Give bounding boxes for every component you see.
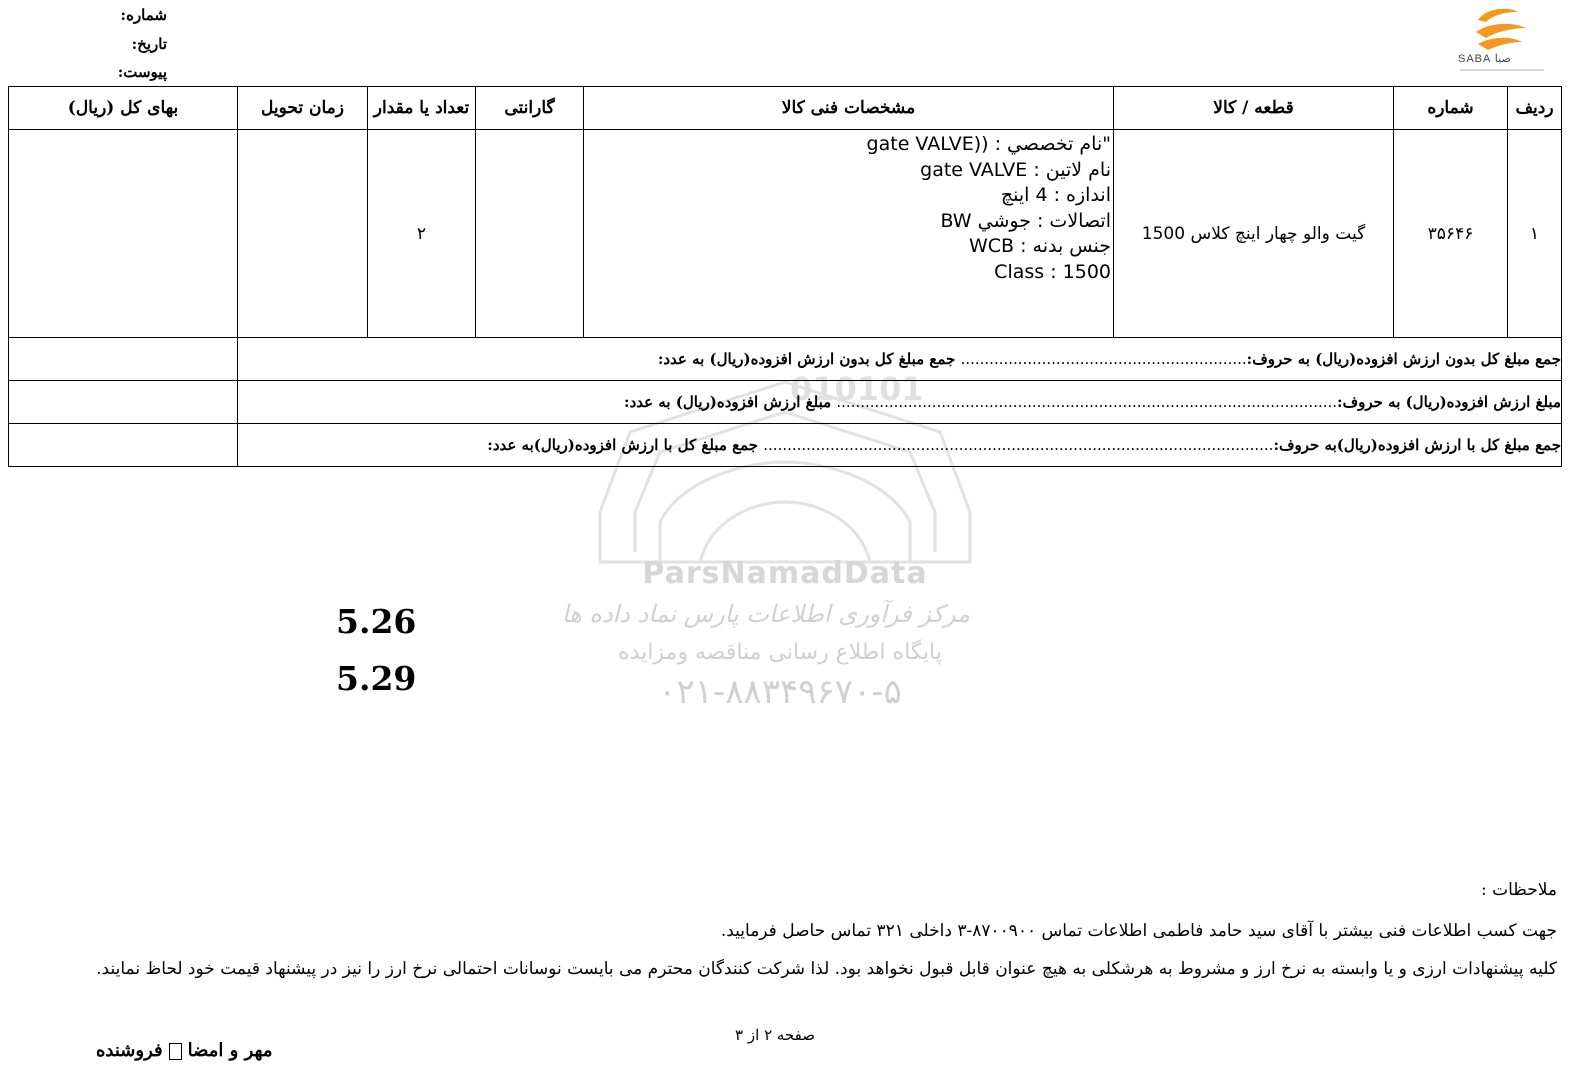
table-header-row	[9, 87, 1562, 130]
page-number: صفحه ۲ از ۳	[735, 1026, 815, 1044]
seller-checkbox[interactable]	[169, 1043, 182, 1060]
summary-labels: مبلغ ارزش افزوده(ریال) به حروف:......................................................................................................... مبلغ ارزش افزوده(ریال) به عدد:	[238, 381, 1562, 424]
table-row	[9, 130, 1562, 338]
number-label: شماره:	[120, 6, 167, 24]
subtotal-number-label: جمع مبلغ کل بدون ارزش افزوده(ریال) به عدد:	[657, 350, 956, 368]
header-delivery: زمان تحویل	[238, 87, 368, 130]
summary-labels: جمع مبلغ کل بدون ارزش افزوده(ریال) به حروف:............................................................ جمع مبلغ کل بدون ارزش افزوده(ریال) به عدد:	[238, 338, 1562, 381]
cell-delivery[interactable]	[238, 130, 368, 338]
header-number: شماره	[1394, 87, 1508, 130]
header-part: قطعه / کالا	[1114, 87, 1394, 130]
number-second: 5.29	[336, 659, 417, 698]
subtotal-words-label: جمع مبلغ کل بدون ارزش افزوده(ریال) به حروف:	[1246, 350, 1561, 368]
cell-quantity: ۲	[368, 130, 476, 338]
watermark-phone: ۰۲۱-۸۸۳۴۹۶۷۰-۵	[658, 672, 902, 712]
spec-line: اندازه : 4 اینچ	[1000, 184, 1111, 206]
cell-warranty[interactable]	[476, 130, 584, 338]
vat-value-cell[interactable]	[9, 381, 238, 424]
header-warranty: گارانتی	[476, 87, 584, 130]
header-quantity: تعداد یا مقدار	[368, 87, 476, 130]
seller-label: فروشنده	[96, 1040, 163, 1061]
signature-label: مهر و امضا	[187, 1040, 273, 1061]
header-row-index: ردیف	[1508, 87, 1562, 130]
company-logo	[1456, 2, 1548, 78]
spec-line: Class : 1500	[994, 260, 1111, 283]
signature-block	[96, 1040, 272, 1061]
watermark-line2: پایگاه اطلاع رسانی مناقصه ومزایده	[618, 640, 942, 665]
watermark-brand: ParsNamadData	[642, 556, 928, 591]
total-words-label: جمع مبلغ کل با ارزش افزوده(ریال)به حروف:	[1273, 436, 1561, 454]
date-label: تاریخ:	[131, 35, 167, 53]
watermark-line1: مرکز فرآوری اطلاعات پارس نماد داده ها	[561, 600, 970, 628]
total-number-label: جمع مبلغ کل با ارزش افزوده(ریال)به عدد:	[487, 436, 759, 454]
header-specs: مشخصات فنی کالا	[584, 87, 1114, 130]
spec-line: اتصالات : جوشي BW	[940, 209, 1111, 232]
cell-part: گیت والو چهار اینچ کلاس 1500	[1114, 130, 1394, 338]
cell-total-price[interactable]	[9, 130, 238, 338]
spec-line: نام لاتين : gate VALVE	[920, 158, 1111, 181]
spec-line: جنس بدنه : WCB	[968, 235, 1111, 257]
summary-row-total	[9, 424, 1562, 467]
summary-row-vat	[9, 381, 1562, 424]
header-total-price: بهای کل (ریال)	[9, 87, 238, 130]
notes-line-1: جهت کسب اطلاعات فنی بیشتر با آقای سید حامد فاطمی اطلاعات تماس ۸۷۰۰۹۰۰-۳ داخلی ۳۲۱ تماس حاصل فرمایید.	[720, 921, 1557, 941]
items-table	[8, 86, 1562, 467]
summary-row-subtotal	[9, 338, 1562, 381]
spec-line: "نام تخصصي : ((gate VALVE	[866, 133, 1111, 155]
notes-title: ملاحظات :	[1480, 880, 1557, 900]
total-value-cell[interactable]	[9, 424, 238, 467]
attachment-label: پیوست:	[117, 63, 167, 81]
cell-specs	[584, 130, 1114, 338]
summary-labels: جمع مبلغ کل با ارزش افزوده(ریال)به حروف:........................................................................................................... جمع مبلغ کل با ارزش افزوده(ریال)به عدد:	[238, 424, 1562, 467]
vat-number-label: مبلغ ارزش افزوده(ریال) به عدد:	[624, 393, 832, 411]
svg-text:010101: 010101	[790, 372, 924, 408]
number-first: 5.26	[336, 602, 417, 641]
cell-row-index: ۱	[1508, 130, 1562, 338]
notes-line-2: کلیه پیشنهادات ارزی و یا وابسته به نرخ ارز و مشروط به هرشکلی به هیچ عنوان قابل قبول نخواهد بود. لذا شرکت کنندگان محترم می بایست نوسانات احتمالی نرخ ارز را نیز در پیشنهاد قیمت خود لحاظ نمایند.	[96, 959, 1557, 979]
logo-text: SABA صبا	[1458, 53, 1511, 65]
vat-words-label: مبلغ ارزش افزوده(ریال) به حروف:	[1337, 393, 1561, 411]
cell-number: ۳۵۶۴۶	[1394, 130, 1508, 338]
subtotal-value-cell[interactable]	[9, 338, 238, 381]
